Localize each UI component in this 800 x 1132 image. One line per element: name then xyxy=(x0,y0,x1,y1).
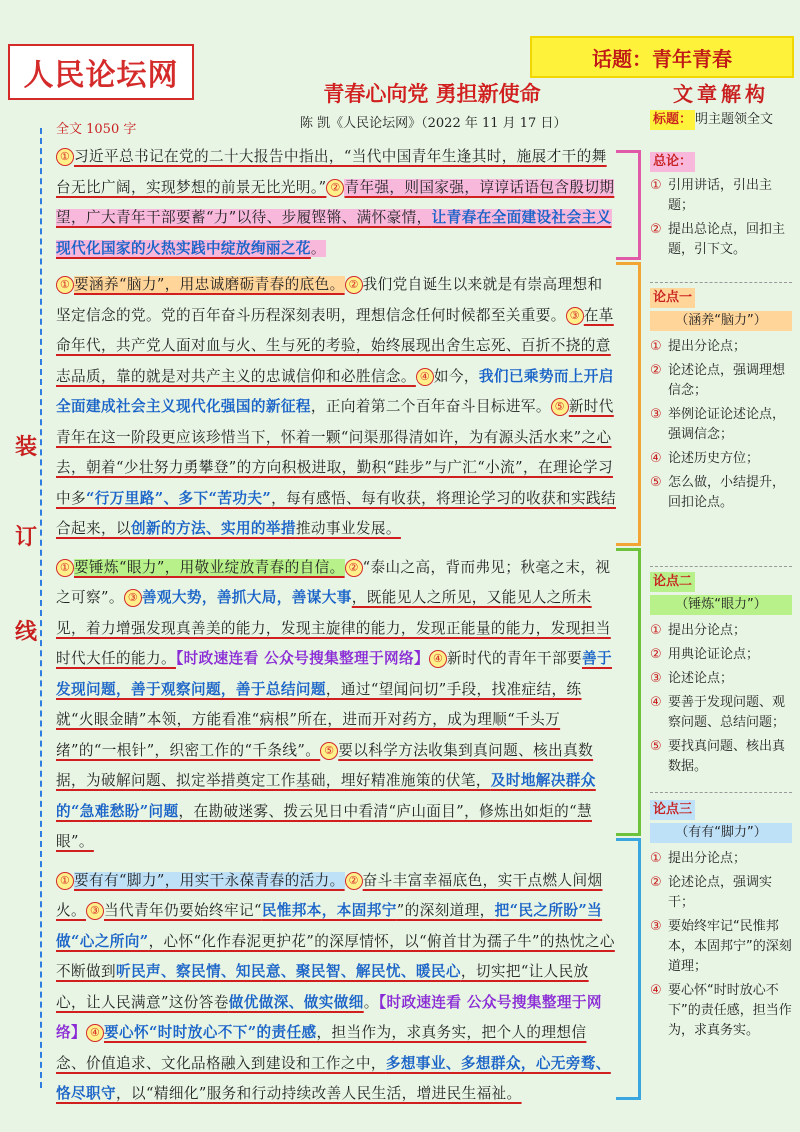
sidebar-item-text: 提出分论点； xyxy=(668,339,747,354)
sidebar-item-text: 论述论点，强调实干； xyxy=(668,875,773,910)
sidebar-item xyxy=(650,873,792,913)
article-title: 青春心向党 勇担新使命 xyxy=(323,81,541,106)
sentence-number: ④ xyxy=(429,650,447,668)
sentence-number: ③ xyxy=(86,902,104,920)
sidebar-divider xyxy=(650,566,792,567)
sidebar-section-sub: （涵养“脑力”） xyxy=(650,311,792,331)
sidebar-section-label: 论点三 xyxy=(650,800,695,820)
text-segment: 。 xyxy=(363,993,379,1011)
sidebar-item-text: 用典论证论点； xyxy=(668,647,760,662)
article-paragraph xyxy=(56,866,616,1110)
sidebar xyxy=(650,84,792,130)
text-segment: ”的深刻道理， xyxy=(396,902,495,919)
sidebar-title-row xyxy=(650,110,792,130)
binding-line xyxy=(40,128,42,1088)
sidebar-item-number: ④ xyxy=(650,695,662,710)
text-segment: 习近平总书记在党的二十大报告中指出，“当代中国青年生逢其时，施展才干的舞台无比广阔，实现梦想的前景无比光明。” xyxy=(56,148,607,196)
bracket-point-2 xyxy=(616,548,641,836)
sentence-number: ① xyxy=(56,148,74,166)
sidebar-item-text: 提出分论点； xyxy=(668,623,747,638)
sidebar-section-label: 总论： xyxy=(650,152,695,172)
sidebar-item-number: ④ xyxy=(650,451,662,466)
text-segment: 要锤炼“眼力”，用敬业绽放青春的自信。 xyxy=(74,558,345,576)
text-segment: 要涵养“脑力”，用忠诚磨砺青春的底色。 xyxy=(74,276,345,293)
byline: 陈 凯《人民论坛网》（2022 年 11 月 17 日） xyxy=(300,116,567,131)
text-segment: 我们党自诞生以来就是有崇高理想和坚定信念的党。党的百年奋斗历程深刻表明，理想信念任何时候都至关重要。 xyxy=(56,276,603,324)
sentence-number: ② xyxy=(345,559,363,577)
sentence-number: ③ xyxy=(566,307,584,325)
sidebar-item-number: ① xyxy=(650,851,662,866)
sidebar-item-number: ① xyxy=(650,623,662,638)
text-segment: ，在勘破迷雾、拨云见日中看清“庐山面目”，修炼出如炬的“慧眼”。 xyxy=(56,802,592,850)
sidebar-item-text: 举例论证论述论点，强调信念； xyxy=(668,407,786,442)
sentence-number: ② xyxy=(326,179,344,197)
text-segment: 新时代青年在这一阶段更应该珍惜当下， xyxy=(56,398,614,446)
sidebar-item-text: 要找真问题、核出真数据。 xyxy=(668,739,786,774)
sidebar-item-text: 论述论点； xyxy=(668,671,734,686)
binding-char-3: 线 xyxy=(14,619,37,645)
text-segment: 让青春在全面建设社会主义现代化国家的火热实践中绽放绚丽之花 xyxy=(56,209,612,257)
sidebar-section xyxy=(650,572,792,781)
sidebar-item xyxy=(650,645,792,665)
text-segment: 要以科学方法收集到真问题、核出真数据，为破解问题、拟定举措奠定工作基础，埋好精准施策的伏笔， xyxy=(56,741,594,789)
text-segment: ，每有感悟、每有收获，将理论学习的收获和实践结合起来，以 xyxy=(56,489,616,537)
sidebar-item-text: 论述论点，强调理想信念； xyxy=(668,363,786,398)
sidebar-item-number: ④ xyxy=(650,983,662,998)
text-segment: ，以“精细化”服务和行动持续改善人民生活，增进民生福祉。 xyxy=(115,1085,522,1102)
text-segment: 善于发现问题，善于观察问题，善于总结问题 xyxy=(56,650,612,698)
sidebar-item-text: 论述历史方位； xyxy=(668,451,760,466)
sidebar-item-text: 要始终牢记“民惟邦本，本固邦宁”的深刻道理； xyxy=(668,919,792,974)
bracket-point-3 xyxy=(616,838,641,1100)
article-paragraph xyxy=(56,270,616,545)
sidebar-section-label: 论点二 xyxy=(650,572,695,592)
text-segment: 怀着一颗“问渠那得清如许，为有源头活水来”之心去，朝着“少壮努力勇攀登”的方向积极进取，勤积“跬步”与广汇“小流”，在理论学习中多 xyxy=(56,428,613,507)
text-segment: 把“民之所盼”当做“心之所向” xyxy=(56,902,603,950)
sentence-number: ⑤ xyxy=(551,398,569,416)
sidebar-item-number: ③ xyxy=(650,671,662,686)
sidebar-item-number: ① xyxy=(650,339,662,354)
sidebar-item xyxy=(650,176,792,216)
text-segment: ，担当作为，求真务实，把个人的理想信念、价值追求、文化品格融入到建设和工作之中， xyxy=(56,1024,587,1072)
text-segment: ，正向着第二个百年奋斗目标进军。 xyxy=(310,398,551,415)
sidebar-item-number: ① xyxy=(650,178,662,193)
sidebar-item-text: 怎么做，小结提升，回扣论点。 xyxy=(668,475,786,510)
sidebar-item xyxy=(650,849,792,869)
sidebar-section xyxy=(650,288,792,517)
sidebar-item-number: ② xyxy=(650,875,662,890)
sidebar-item xyxy=(650,917,792,977)
text-segment: 【时政速连看 公众号搜集整理于网络】 xyxy=(56,993,602,1041)
sidebar-item xyxy=(650,621,792,641)
sidebar-item xyxy=(650,737,792,777)
sidebar-divider xyxy=(650,792,792,793)
article-paragraph xyxy=(56,142,616,264)
sidebar-section xyxy=(650,800,792,1045)
sidebar-item xyxy=(650,669,792,689)
text-segment: 我们已乘势而上开启全面建成社会主义现代化强国的新征程 xyxy=(56,367,614,415)
sidebar-section xyxy=(650,152,792,264)
sidebar-item-text: 提出分论点； xyxy=(668,851,747,866)
text-segment: ，切实把“让人民放心，让人民满意”这份答卷 xyxy=(56,963,589,1011)
text-segment: 新时代的青年干部要 xyxy=(447,650,582,667)
text-segment: ，通过“望闻问切”手段，找准症结，练就“火眼金睛”本领，方能看准“病根”所在，进而开对药方，成为理顺“千头万绪”的“一根针”，织密工作的“千条线”。 xyxy=(56,680,582,759)
text-segment: 【时政速连看 公众号搜集整理于网络】 xyxy=(175,650,430,667)
text-segment: 要心怀“时时放心不下”的责任感 xyxy=(104,1024,317,1041)
text-segment: 。 xyxy=(310,239,326,257)
sidebar-item-number: ③ xyxy=(650,407,662,422)
text-segment: 及时地解决群众的“急难愁盼”问题 xyxy=(56,772,596,820)
text-segment: 要有有“脚力”，用实干永葆青春的活力。 xyxy=(74,871,345,889)
logo: 人民论坛网 xyxy=(8,44,194,100)
text-segment: 在革命年代，共产党人面对血与火、生与死的考验，始终展现出舍生忘死、百折不挠的意志品质，靠的就是对共产主义的忠诚信仰和必胜信念。 xyxy=(56,306,614,385)
text-segment: “泰山之高，背而弗见；秋毫之末，视之可察”。 xyxy=(56,558,611,606)
sidebar-item-number: ② xyxy=(650,222,662,237)
word-count: 全文 1050 字 xyxy=(56,122,137,137)
topic-banner: 话题：青年青春 xyxy=(530,36,794,78)
sentence-number: ⑤ xyxy=(320,742,338,760)
text-segment: ，既能见人之所见，又能见人之所未见，着力增强发现真善美的能力，发现主旋律的能力，发现正能量的能力，发现担当时代大任的能力。 xyxy=(56,589,611,667)
sidebar-item-number: ③ xyxy=(650,919,662,934)
sidebar-section-sub: （锤炼“眼力”） xyxy=(650,595,792,615)
text-segment: 广大青年干部要蓄“力”以待、步履铿锵、满怀豪情， xyxy=(86,209,432,226)
sidebar-item xyxy=(650,449,792,469)
sidebar-item-number: ② xyxy=(650,647,662,662)
sentence-number: ④ xyxy=(416,368,434,386)
sidebar-divider xyxy=(650,282,792,283)
text-segment: “行万里路”、多下“苦功夫” xyxy=(86,489,272,507)
text-segment: 如今， xyxy=(433,367,479,385)
text-segment: 奋斗丰富幸福底色，实干点燃人间烟火。 xyxy=(56,871,603,919)
sidebar-item-number: ⑤ xyxy=(650,475,662,490)
sidebar-section-sub: （有有“脚力”） xyxy=(650,823,792,843)
binding-char-2: 订 xyxy=(14,524,37,550)
sidebar-item xyxy=(650,405,792,445)
sidebar-item xyxy=(650,693,792,733)
binding-char-1: 装 xyxy=(14,434,37,460)
sidebar-title-tag: 标题： xyxy=(650,110,695,130)
sidebar-item xyxy=(650,361,792,401)
sidebar-item-number: ⑤ xyxy=(650,739,662,754)
text-segment: 善观大势，善抓大局，善谋大事 xyxy=(141,589,352,606)
sidebar-section-label: 论点一 xyxy=(650,288,695,308)
sidebar-item-text: 提出总论点，回扣主题，引下文。 xyxy=(668,222,786,257)
text-segment: 做优做深、做实做细 xyxy=(228,993,364,1011)
sentence-number: ① xyxy=(56,872,74,890)
sidebar-heading: 文章解构 xyxy=(673,82,769,106)
article-body xyxy=(56,142,616,1118)
sidebar-item-text: 要善于发现问题、观察问题、总结问题； xyxy=(668,695,786,730)
sentence-number: ① xyxy=(56,276,74,294)
sidebar-item xyxy=(650,220,792,260)
sidebar-item xyxy=(650,981,792,1041)
text-segment: 当代青年仍要始终牢记“ xyxy=(104,902,262,919)
text-segment: 听民声、察民情、知民意、聚民智、解民忧、暖民心 xyxy=(115,963,461,980)
text-segment: 创新的方法、实用的举措 xyxy=(130,520,296,537)
sentence-number: ② xyxy=(345,872,363,890)
sidebar-item xyxy=(650,473,792,513)
sidebar-item-number: ② xyxy=(650,363,662,378)
sentence-number: ① xyxy=(56,559,74,577)
article-paragraph xyxy=(56,553,616,858)
text-segment: ，心怀“化作春泥更护花”的深厚情怀，以“俯首甘为孺子牛”的热忱之心不断做到 xyxy=(56,932,615,980)
text-segment: 多想事业、多想群众，心无旁骛、恪尽职守 xyxy=(56,1054,611,1102)
text-segment: 推动事业发展。 xyxy=(295,520,401,537)
bracket-point-1 xyxy=(616,262,641,546)
sidebar-title-text: 明主题领全文 xyxy=(695,112,774,127)
sentence-number: ② xyxy=(345,276,363,294)
sentence-number: ③ xyxy=(124,589,142,607)
sidebar-item-text: 引用讲话，引出主题； xyxy=(668,178,773,213)
bracket-intro xyxy=(616,150,641,260)
sidebar-item xyxy=(650,337,792,357)
text-segment: 民惟邦本，本固邦宁 xyxy=(261,902,397,919)
text-segment: 青年强，则国家强，谆谆话语包含殷切期望， xyxy=(56,178,615,226)
sidebar-item-text: 要心怀“时时放心不下”的责任感，担当作为，求真务实。 xyxy=(668,983,792,1038)
sentence-number: ④ xyxy=(86,1024,104,1042)
